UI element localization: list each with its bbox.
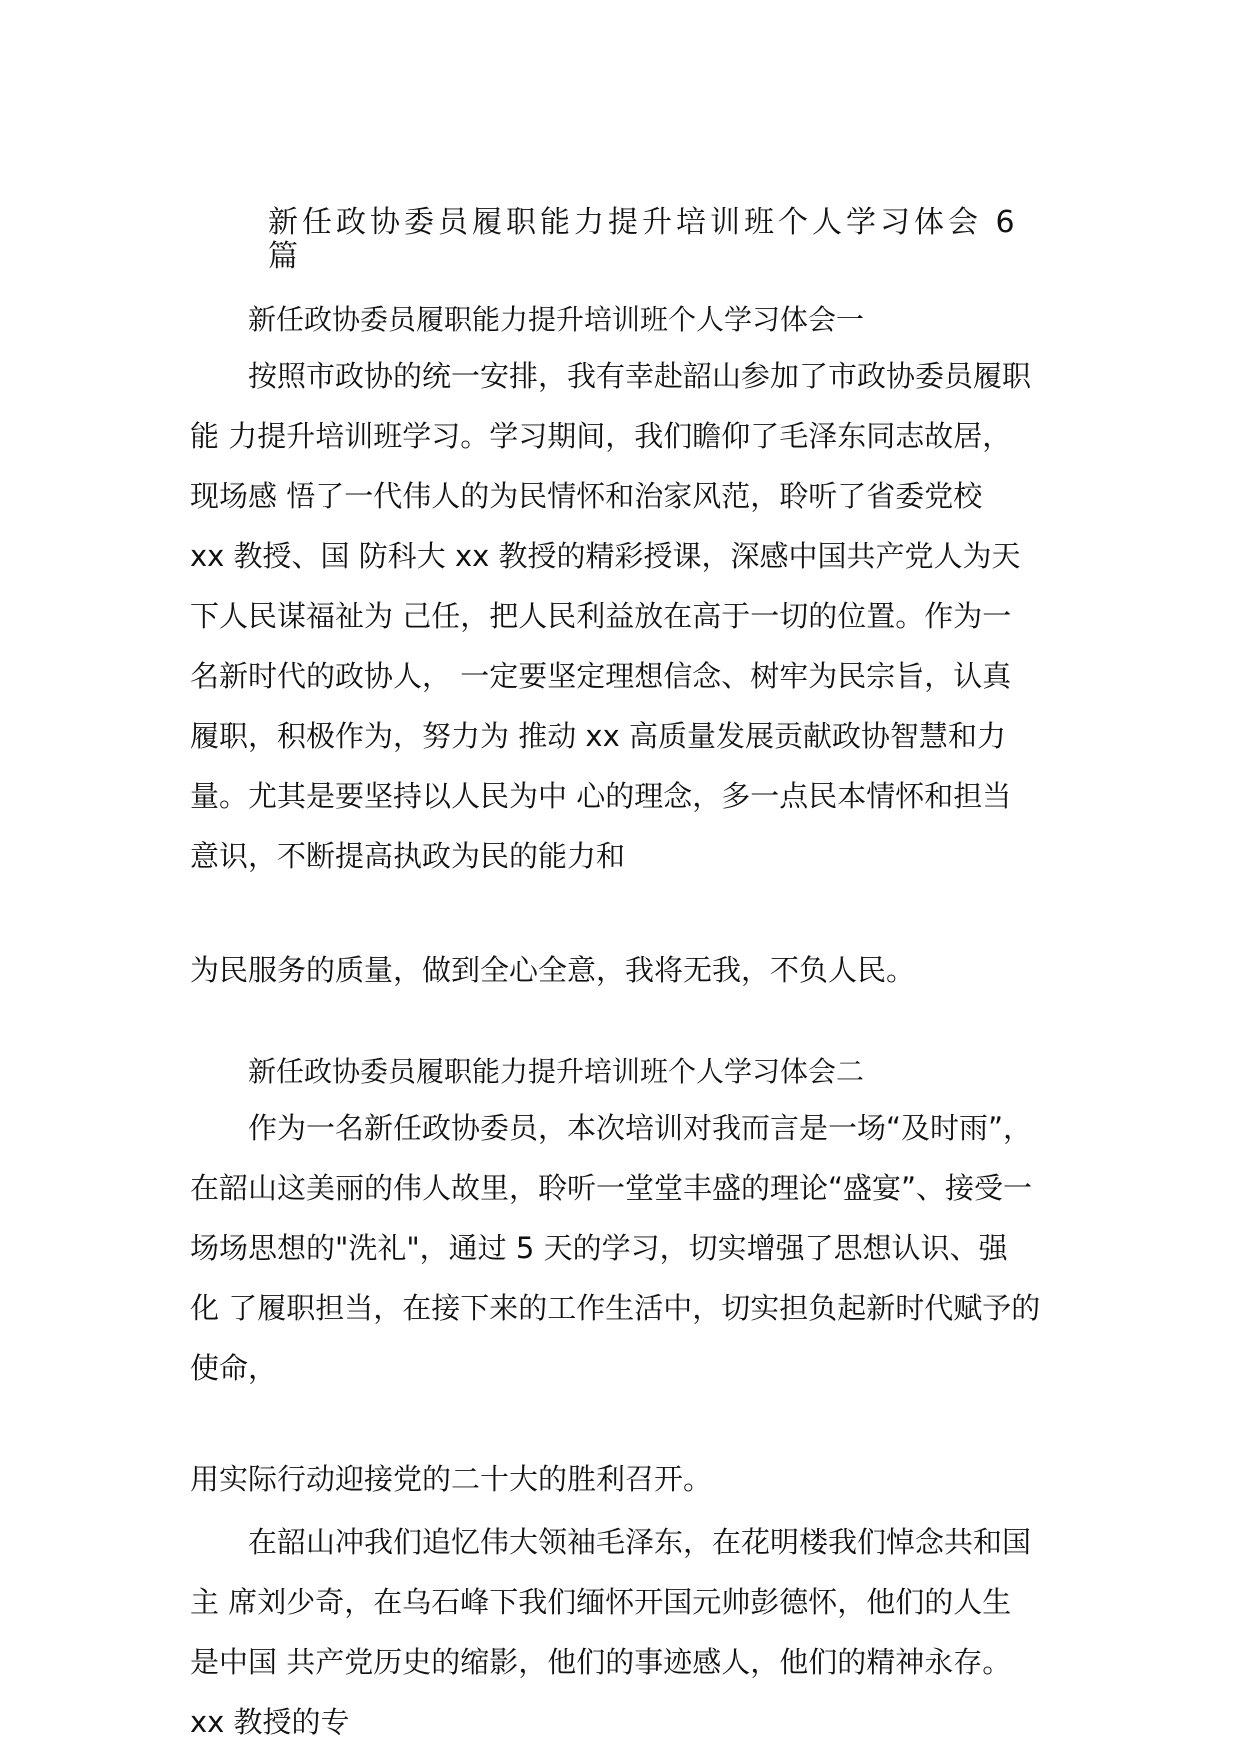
paragraph-line: 履职，积极作为，努力为 推动 xx 高质量发展贡献政协智慧和力 [190,719,1006,753]
paragraph-line: 场场思想的"洗礼"，通过 5 天的学习，切实增强了思想认识、强 [190,1231,1008,1265]
paragraph-line: 为民服务的质量，做到全心全意，我将无我，不负人民。 [190,953,916,987]
section-2-heading: 新任政协委员履职能力提升培训班个人学习体会二 [248,1055,865,1088]
document-title [268,206,1048,274]
paragraph-line: 能 力提升培训班学习。学习期间，我们瞻仰了毛泽东同志故居， [190,419,1012,453]
section-1-heading: 新任政协委员履职能力提升培训班个人学习体会一 [248,303,865,336]
paragraph-line: 作为一名新任政协委员，本次培训对我而言是一场“及时雨”， [248,1111,1033,1145]
paragraph-line: 在韶山这美丽的伟人故里，聆听一堂堂丰盛的理论“盛宴”、接受一 [190,1171,1033,1205]
paragraph-line: 主 席刘少奇，在乌石峰下我们缅怀开国元帅彭德怀，他们的人生 [190,1585,1012,1619]
section-2-paragraph-2 [190,1449,1070,1509]
title-line-1: 新任政协委员履职能力提升培训班个人学习体会 6 [268,205,1019,240]
paragraph-line: 使命， [190,1351,278,1385]
title-line-2: 篇 [268,239,302,274]
section-1-paragraph-1 [190,346,1070,886]
paragraph-line: 现场感 悟了一代伟人的为民情怀和治家风范，聆听了省委党校 [190,479,983,513]
paragraph-line: 名新时代的政协人， 一定要坚定理想信念、树牢为民宗旨，认真 [190,659,1012,693]
paragraph-line: 是中国 共产党历史的缩影，他们的事迹感人，他们的精神永存。 [190,1645,1012,1679]
paragraph-line: 量。尤其是要坚持以人民为中 心的理念，多一点民本情怀和担当 [190,779,1012,813]
paragraph-line: 化 了履职担当，在接下来的工作生活中，切实担负起新时代赋予的 [190,1291,1041,1325]
section-1-paragraph-2 [190,940,1070,1000]
paragraph-line: xx 教授的专 [190,1705,350,1739]
section-2-paragraph-1 [190,1098,1070,1398]
paragraph-line: 在韶山冲我们追忆伟大领袖毛泽东，在花明楼我们悼念共和国 [248,1525,1032,1559]
paragraph-line: 下人民谋福祉为 己任，把人民利益放在高于一切的位置。作为一 [190,599,1012,633]
paragraph-line: 用实际行动迎接党的二十大的胜利召开。 [190,1462,713,1496]
paragraph-line: 按照市政协的统一安排，我有幸赴韶山参加了市政协委员履职 [248,359,1032,393]
section-2-paragraph-3 [190,1512,1070,1752]
paragraph-line: 意识，不断提高执政为民的能力和 [190,839,626,873]
paragraph-line: xx 教授、国 防科大 xx 教授的精彩授课，深感中国共产党人为天 [190,539,1021,573]
